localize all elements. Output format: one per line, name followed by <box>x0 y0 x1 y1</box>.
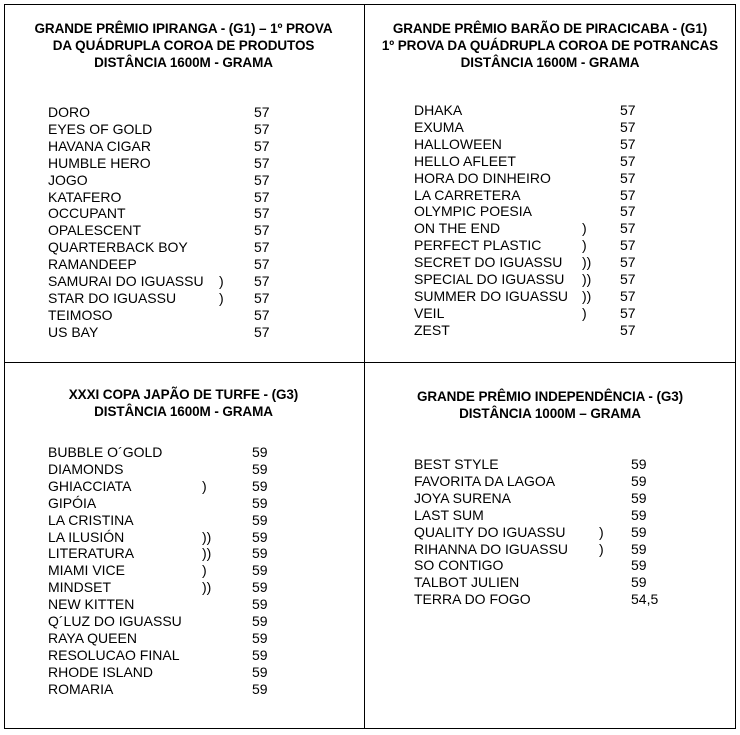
entry-mark: ) <box>582 220 587 237</box>
weight: 57 <box>254 205 270 222</box>
weight: 59 <box>631 472 647 489</box>
horse-name: OCCUPANT <box>48 205 126 222</box>
weight: 59 <box>252 579 268 596</box>
entry-row <box>48 478 292 495</box>
weight: 57 <box>254 154 270 171</box>
race-title <box>4 386 363 420</box>
entry-row <box>414 288 660 305</box>
weight: 57 <box>620 321 636 338</box>
horse-name: MINDSET <box>48 579 111 596</box>
entry-row <box>48 596 292 613</box>
horse-name: EXUMA <box>414 118 464 135</box>
weight: 57 <box>254 273 270 289</box>
horse-name: DIAMONDS <box>48 460 124 477</box>
horse-name: GHIACCIATA <box>48 477 132 494</box>
entry-row <box>414 102 660 119</box>
race-title-line: GRANDE PRÊMIO INDEPENDÊNCIA - (G3) <box>416 389 684 404</box>
weight: 59 <box>631 506 647 523</box>
entry-row <box>48 647 292 664</box>
entry-row <box>414 170 660 187</box>
horse-name: Q´LUZ DO IGUASSU <box>48 613 182 629</box>
entry-row <box>48 205 294 222</box>
entry-mark: ) <box>599 540 604 557</box>
horse-name: NEW KITTEN <box>48 596 135 613</box>
entry-mark: ) <box>202 477 207 494</box>
entry-row <box>48 630 292 647</box>
entry-row <box>414 305 660 322</box>
entry-row <box>414 507 671 524</box>
weight: 59 <box>252 562 268 579</box>
entry-row <box>414 473 671 490</box>
horse-name: LA CRISTINA <box>48 511 134 528</box>
horse-name: MIAMI VICE <box>48 562 126 579</box>
horse-name: ON THE END <box>414 220 501 237</box>
race-block <box>4 362 363 722</box>
entry-row <box>414 271 660 288</box>
horse-name: ROMARIA <box>48 680 114 697</box>
horse-name: RHODE ISLAND <box>48 663 154 680</box>
entry-mark: )) <box>202 528 212 545</box>
weight: 57 <box>254 323 270 340</box>
horse-name: SECRET DO IGUASSU <box>414 254 563 271</box>
race-title <box>364 388 736 422</box>
horse-name: US BAY <box>48 323 99 340</box>
entry-mark: ) <box>582 237 587 254</box>
entry-row <box>414 136 660 153</box>
entry-mark: ) <box>582 304 587 321</box>
horse-name: PERFECT PLASTIC <box>414 237 542 254</box>
entry-row <box>48 121 294 138</box>
weight: 59 <box>252 596 268 613</box>
entry-row <box>414 524 671 541</box>
weight: 54,5 <box>631 591 659 608</box>
weight: 57 <box>254 239 270 256</box>
entry-row <box>48 155 294 172</box>
weight: 57 <box>620 287 636 304</box>
weight: 57 <box>620 203 636 220</box>
horse-name: RESOLUCAO FINAL <box>48 646 180 663</box>
weight: 59 <box>252 528 268 545</box>
race-title <box>364 20 736 71</box>
weight: 59 <box>252 680 268 697</box>
entry-row <box>414 220 660 237</box>
weight: 57 <box>254 306 270 323</box>
weight: 57 <box>620 118 636 135</box>
race-title-line: XXXI COPA JAPÃO DE TURFE - (G3) <box>68 387 299 402</box>
entry-row <box>48 172 294 189</box>
horse-name: QUALITY DO IGUASSU <box>414 523 566 540</box>
horse-name: OPALESCENT <box>48 222 142 239</box>
weight: 57 <box>254 120 270 137</box>
horse-name: SAMURAI DO IGUASSU <box>48 273 204 289</box>
horse-name: STAR DO IGUASSU <box>48 289 177 306</box>
entry-row <box>414 574 671 591</box>
entry-row <box>414 254 660 271</box>
horse-name: RAYA QUEEN <box>48 629 137 646</box>
horse-name: LAST SUM <box>414 506 484 523</box>
entry-row <box>48 664 292 681</box>
horse-name: HAVANA CIGAR <box>48 137 151 154</box>
entry-row <box>48 545 292 562</box>
horse-name: RIHANNA DO IGUASSU <box>414 540 569 557</box>
weight: 57 <box>254 171 270 188</box>
weight: 59 <box>631 540 647 557</box>
entry-row <box>48 104 294 121</box>
horse-name: LA CARRETERA <box>414 186 521 203</box>
entry-row <box>48 239 294 256</box>
weight: 59 <box>252 545 268 562</box>
race-block <box>4 4 363 364</box>
horse-name: BEST STYLE <box>414 456 499 472</box>
entry-row <box>48 290 294 307</box>
race-title-line: 1º PROVA DA QUÁDRUPLA COROA DE POTRANCAS <box>381 38 719 53</box>
entry-row <box>48 613 292 630</box>
weight: 59 <box>631 489 647 506</box>
horse-name: GIPÓIA <box>48 494 97 511</box>
race-block <box>364 362 736 722</box>
entry-row <box>414 153 660 170</box>
horse-name: QUARTERBACK BOY <box>48 239 188 256</box>
weight: 59 <box>631 557 647 574</box>
entry-row <box>48 273 294 290</box>
weight: 57 <box>254 104 270 120</box>
entry-row <box>414 557 671 574</box>
horse-name: HALLOWEEN <box>414 135 502 152</box>
horse-name: EYES OF GOLD <box>48 120 153 137</box>
weight: 57 <box>254 289 270 306</box>
race-block <box>364 4 736 364</box>
entry-row <box>48 189 294 206</box>
weight: 57 <box>620 237 636 254</box>
race-title-line: DISTÂNCIA 1600M - GRAMA <box>460 55 640 70</box>
weight: 59 <box>252 646 268 663</box>
weight: 59 <box>631 523 647 540</box>
horse-name: KATAFERO <box>48 188 122 205</box>
weight: 57 <box>254 188 270 205</box>
entry-mark: )) <box>582 287 592 304</box>
weight: 57 <box>254 256 270 273</box>
entry-row <box>48 681 292 698</box>
entry-mark: )) <box>202 545 212 562</box>
horse-name: VEIL <box>414 304 445 321</box>
horse-name: HELLO AFLEET <box>414 152 516 169</box>
weight: 59 <box>252 444 268 460</box>
entry-row <box>414 591 671 608</box>
entry-mark: )) <box>582 254 592 271</box>
entry-row <box>414 119 660 136</box>
horse-name: RAMANDEEP <box>48 256 137 273</box>
horse-name: TERRA DO FOGO <box>414 591 531 608</box>
entry-mark: ) <box>219 273 224 289</box>
race-title-line: DA QUÁDRUPLA COROA DE PRODUTOS <box>52 38 315 53</box>
entry-row <box>414 187 660 204</box>
entry-row <box>414 490 671 507</box>
weight: 57 <box>620 186 636 203</box>
entry-row <box>48 529 292 546</box>
weight: 59 <box>252 663 268 680</box>
weight: 59 <box>252 460 268 477</box>
horse-name: LITERATURA <box>48 545 135 562</box>
weight: 59 <box>631 456 647 472</box>
entry-row <box>48 461 292 478</box>
weight: 59 <box>252 511 268 528</box>
race-title-line: DISTÂNCIA 1600M - GRAMA <box>94 404 273 419</box>
entry-row <box>414 203 660 220</box>
entry-mark: ) <box>219 289 224 306</box>
entry-mark: )) <box>582 271 592 287</box>
horse-name: ZEST <box>414 321 450 338</box>
horse-name: HORA DO DINHEIRO <box>414 169 551 186</box>
horse-name: TALBOT JULIEN <box>414 574 520 591</box>
entry-row <box>48 222 294 239</box>
weight: 57 <box>620 135 636 152</box>
horse-name: SPECIAL DO IGUASSU <box>414 271 565 287</box>
race-title-line: DISTÂNCIA 1000M – GRAMA <box>459 406 641 421</box>
race-title-line: DISTÂNCIA 1600M - GRAMA <box>94 55 273 70</box>
entry-row <box>414 456 671 473</box>
entry-row <box>414 322 660 339</box>
horse-name: DHAKA <box>414 102 463 118</box>
horse-name: TEIMOSO <box>48 306 113 323</box>
weight: 59 <box>252 629 268 646</box>
horse-name: SO CONTIGO <box>414 557 504 574</box>
entry-mark: ) <box>599 523 604 540</box>
entry-row <box>48 579 292 596</box>
entry-mark: ) <box>202 562 207 579</box>
entry-row <box>48 562 292 579</box>
weight: 57 <box>620 304 636 321</box>
horse-name: DORO <box>48 104 90 120</box>
weight: 57 <box>620 220 636 237</box>
weight: 57 <box>620 271 636 287</box>
entry-row <box>48 495 292 512</box>
weight: 57 <box>620 169 636 186</box>
entry-row <box>48 324 294 341</box>
entry-row <box>48 256 294 273</box>
horse-name: SUMMER DO IGUASSU <box>414 287 569 304</box>
entry-row <box>414 237 660 254</box>
horse-name: LA ILUSIÓN <box>48 528 125 545</box>
weight: 57 <box>254 222 270 239</box>
entry-mark: )) <box>202 579 212 596</box>
entry-row <box>48 307 294 324</box>
horse-name: OLYMPIC POESIA <box>414 203 532 220</box>
horse-name: HUMBLE HERO <box>48 154 151 171</box>
entry-row <box>48 512 292 529</box>
horse-name: JOYA SURENA <box>414 489 511 506</box>
entry-row <box>48 138 294 155</box>
entry-row <box>414 541 671 558</box>
weight: 59 <box>631 574 647 591</box>
horse-name: FAVORITA DA LAGOA <box>414 472 556 489</box>
horse-name: BUBBLE O´GOLD <box>48 444 163 460</box>
weight: 57 <box>254 137 270 154</box>
entry-row <box>48 444 292 461</box>
race-title-line: GRANDE PRÊMIO IPIRANGA - (G1) – 1º PROVA <box>34 21 333 36</box>
race-title-line: GRANDE PRÊMIO BARÃO DE PIRACICABA - (G1) <box>392 21 708 36</box>
weight: 59 <box>252 477 268 494</box>
weight: 59 <box>252 613 268 629</box>
weight: 59 <box>252 494 268 511</box>
weight: 57 <box>620 102 636 118</box>
weight: 57 <box>620 254 636 271</box>
horse-name: JOGO <box>48 171 88 188</box>
weight: 57 <box>620 152 636 169</box>
race-title <box>4 20 363 71</box>
